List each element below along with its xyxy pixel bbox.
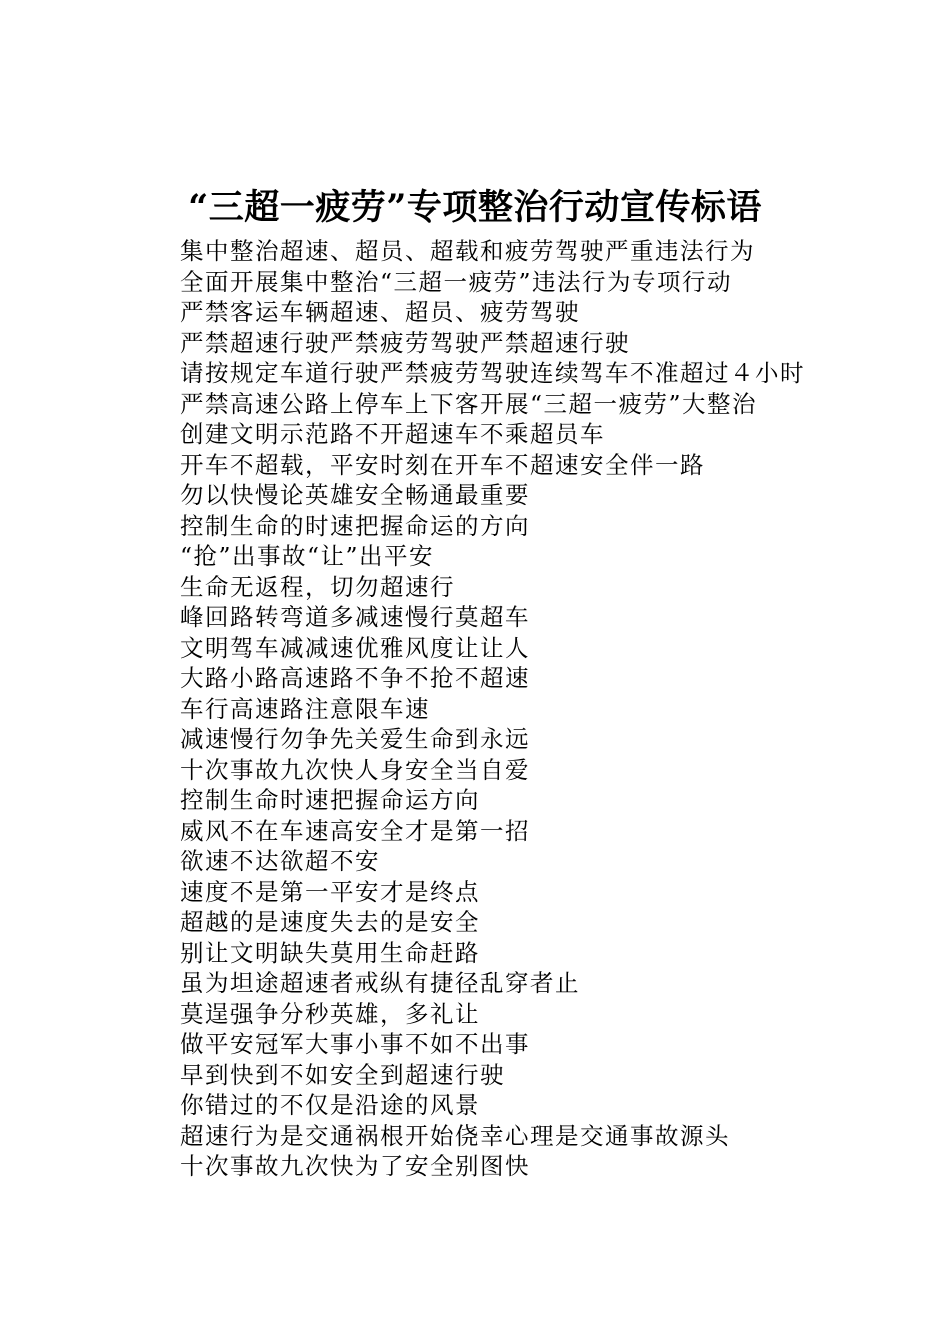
slogan-list [180, 236, 805, 1182]
slogan-line: 你错过的不仅是沿途的风景 [180, 1091, 480, 1119]
slogan-line: 严禁高速公路上停车上下客开展“三超一疲劳”大整治 [180, 389, 758, 418]
slogan-line: 控制生命的时速把握命运的方向 [180, 511, 530, 540]
slogan-line: 速度不是第一平安才是终点 [180, 877, 480, 906]
slogan-line: 早到快到不如安全到超速行驶 [180, 1060, 505, 1089]
slogan-line: 车行高速路注意限车速 [180, 694, 430, 723]
slogan-line: 欲速不达欲超不安 [180, 847, 380, 875]
slogan-line: 文明驾车减减速优雅风度让让人 [180, 633, 530, 662]
slogan-line: 峰回路转弯道多减速慢行莫超车 [180, 603, 530, 631]
slogan-line: 虽为坦途超速者戒纵有捷径乱穿者止 [180, 969, 580, 997]
slogan-line: 减速慢行勿争先关爱生命到永远 [180, 725, 530, 753]
slogan-line: 勿以快慢论英雄安全畅通最重要 [180, 481, 530, 509]
slogan-line: 十次事故九次快为了安全别图快 [180, 1152, 530, 1180]
slogan-line: “抢”出事故“让”出平安 [180, 542, 435, 570]
slogan-line: 做平安冠军大事小事不如不出事 [180, 1030, 530, 1058]
slogan-line: 大路小路高速路不争不抢不超速 [180, 664, 530, 692]
slogan-line: 全面开展集中整治“三超一疲劳”违法行为专项行动 [180, 267, 733, 296]
slogan-line: 超越的是速度失去的是安全 [180, 908, 480, 936]
slogan-line: 超速行为是交通祸根开始侥幸心理是交通事故源头 [180, 1121, 730, 1150]
slogan-line: 别让文明缺失莫用生命赶路 [180, 938, 480, 967]
slogan-line: 控制生命时速把握命运方向 [180, 786, 480, 814]
slogan-line: 集中整治超速、超员、超载和疲劳驾驶严重违法行为 [180, 237, 755, 265]
slogan-line: 请按规定车道行驶严禁疲劳驾驶连续驾车不准超过４小时 [180, 359, 805, 387]
slogan-line: 严禁超速行驶严禁疲劳驾驶严禁超速行驶 [180, 328, 630, 357]
document-title: “三超一疲劳”专项整治行动宣传标语 [188, 187, 762, 228]
slogan-line: 十次事故九次快人身安全当自爱 [180, 755, 530, 784]
slogan-line: 创建文明示范路不开超速车不乘超员车 [180, 420, 605, 448]
slogan-line: 生命无返程，切勿超速行 [180, 572, 455, 601]
slogan-line: 开车不超载，平安时刻在开车不超速安全伴一路 [180, 450, 705, 479]
slogan-line: 威风不在车速高安全才是第一招 [180, 816, 530, 845]
slogan-line: 严禁客运车辆超速、超员、疲劳驾驶 [180, 298, 580, 326]
slogan-line: 莫逞强争分秒英雄，多礼让 [180, 999, 480, 1028]
